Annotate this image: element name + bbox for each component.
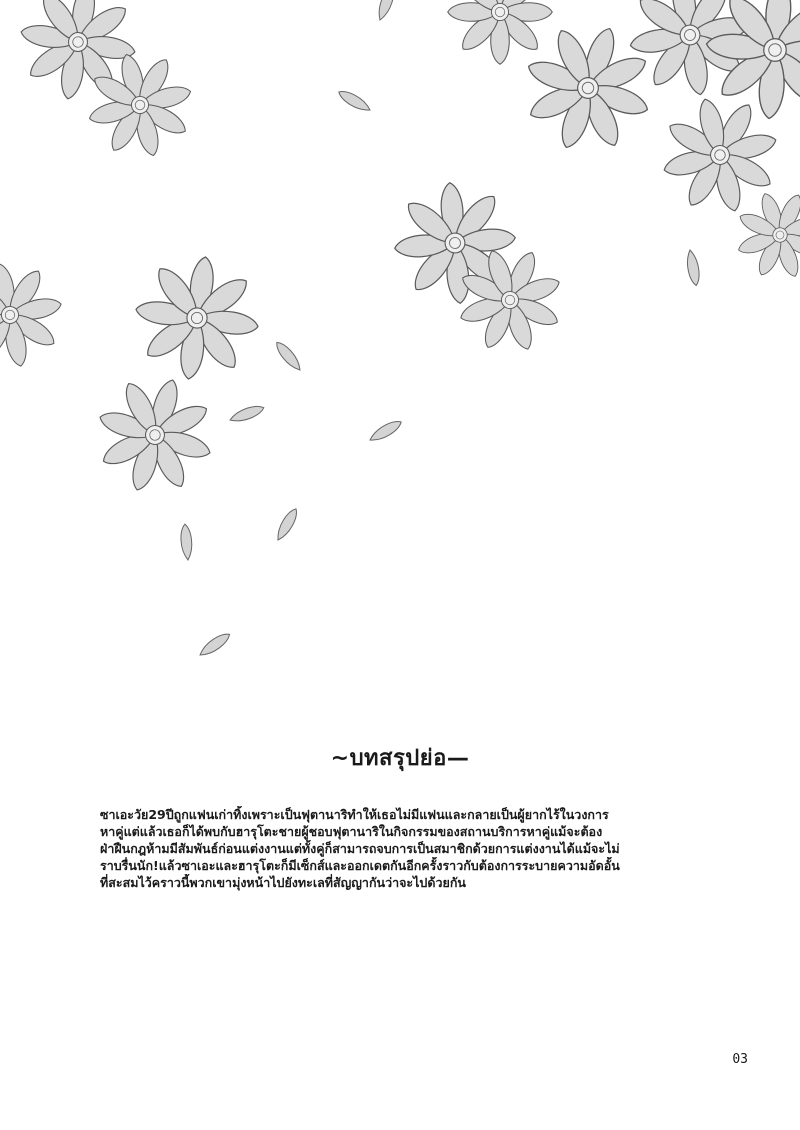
- falling-petal: [180, 524, 194, 561]
- synopsis-line: ราบรื่นนัก!แล้วซาเอะและฮารุโตะก็มีเซ็กส์และออกเดตกันอีกครั้งราวกับต้องการระบายความอัดอั้น: [100, 858, 620, 873]
- synopsis-line: หาคู่แต่แล้วเธอก็ได้พบกับฮารุโตะชายผู้ชอบฟุตานาริในกิจกรรมของสถานบริการหาคู่แม้จะต้อง: [100, 824, 603, 839]
- synopsis-heading: ~บทสรุปย่อ—: [330, 746, 470, 771]
- falling-petal: [336, 87, 372, 114]
- falling-petal: [273, 506, 300, 542]
- flower: [448, 0, 553, 64]
- flower: [0, 253, 72, 377]
- page-number: 03: [732, 1052, 748, 1067]
- falling-petal: [273, 339, 304, 373]
- synopsis-line: ฝ่าฝืนกฎห้ามมีสัมพันธ์ก่อนแต่งงานแต่ทั้งคู่ก็สามารถจบการเป็นสมาชิกด้วยการแต่งงานได้แม้จะไม่: [100, 841, 620, 856]
- falling-petal: [197, 630, 233, 659]
- falling-petal: [228, 403, 265, 425]
- falling-petal: [375, 0, 397, 22]
- falling-petal: [367, 417, 403, 444]
- synopsis-text: [100, 806, 700, 891]
- synopsis-line: ที่สะสมไว้คราวนี้พวกเขามุ่งหน้าไปยังทะเลที่สัญญากันว่าจะไปด้วยกัน: [100, 875, 466, 890]
- flower: [82, 362, 228, 508]
- synopsis-line: ซาเอะวัย29ปีถูกแฟนเก่าทิ้งเพราะเป็นฟุตานาริทำให้เธอไม่มีแฟนและกลายเป็นผู้ยากไร้ในวงการ: [100, 807, 609, 822]
- flower: [127, 248, 266, 387]
- falling-petal: [685, 249, 702, 286]
